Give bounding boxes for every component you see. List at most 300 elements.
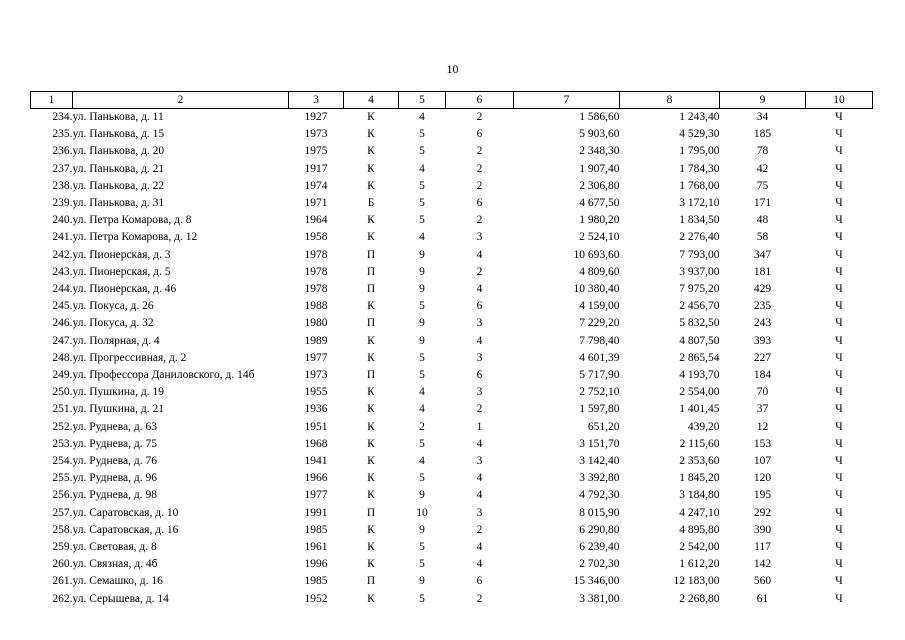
address-cell: ул. Саратовская, д. 16 <box>72 523 179 536</box>
row-number-cell: 243. <box>52 265 73 278</box>
entrances-cell: 2 <box>476 523 483 536</box>
wall-material-cell: К <box>367 420 375 433</box>
entrances-cell: 3 <box>476 455 483 468</box>
table-row <box>31 384 873 401</box>
year-built-cell: 1964 <box>304 214 328 227</box>
table-row <box>31 315 873 332</box>
address-cell: ул. Покуса, д. 32 <box>72 317 154 330</box>
residents-cell: 120 <box>753 472 772 485</box>
residents-cell: 34 <box>756 111 769 123</box>
table-row <box>31 247 873 264</box>
total-area-cell: 5 903,60 <box>579 128 620 141</box>
living-area-cell: 2 268,80 <box>679 592 720 605</box>
ownership-cell: Ч <box>835 351 843 364</box>
wall-material-cell: К <box>367 214 375 227</box>
floors-cell: 5 <box>419 369 425 382</box>
residents-cell: 393 <box>753 334 772 347</box>
year-built-cell: 1977 <box>304 489 328 502</box>
residents-cell: 235 <box>753 300 772 313</box>
floors-cell: 5 <box>419 128 425 141</box>
ownership-cell: Ч <box>835 179 843 192</box>
row-number-cell: 245. <box>52 300 73 313</box>
year-built-cell: 1927 <box>304 111 328 123</box>
residents-cell: 48 <box>756 214 769 227</box>
header-row <box>31 92 873 109</box>
entrances-cell: 4 <box>476 472 483 485</box>
ownership-cell: Ч <box>835 386 843 399</box>
total-area-cell: 15 346,00 <box>573 575 620 588</box>
table-row <box>31 298 873 315</box>
ownership-cell: Ч <box>835 523 843 536</box>
floors-cell: 5 <box>419 592 425 605</box>
living-area-cell: 1 243,40 <box>679 111 720 123</box>
floors-cell: 4 <box>419 231 425 244</box>
address-cell: ул. Пионерская, д. 3 <box>72 248 171 261</box>
wall-material-cell: К <box>367 334 375 347</box>
residents-cell: 390 <box>753 523 772 536</box>
residents-cell: 12 <box>756 420 769 433</box>
wall-material-cell: К <box>367 541 375 554</box>
total-area-cell: 2 306,80 <box>579 179 620 192</box>
address-cell: ул. Саратовская, д. 10 <box>72 506 179 519</box>
ownership-cell: Ч <box>835 489 843 502</box>
year-built-cell: 1978 <box>304 265 328 278</box>
entrances-cell: 1 <box>476 420 483 433</box>
table-row <box>31 281 873 298</box>
residents-cell: 42 <box>756 162 769 175</box>
residents-cell: 117 <box>754 541 771 554</box>
address-cell: ул. Покуса, д. 26 <box>72 300 154 313</box>
table-row <box>31 487 873 504</box>
living-area-cell: 4 807,50 <box>679 334 720 347</box>
entrances-cell: 2 <box>476 592 483 605</box>
ownership-cell: Ч <box>835 162 843 175</box>
table-row <box>31 419 873 436</box>
entrances-cell: 3 <box>476 351 483 364</box>
table-row <box>31 212 873 229</box>
residents-cell: 171 <box>753 197 772 210</box>
row-number-cell: 256. <box>52 489 73 502</box>
entrances-cell: 4 <box>476 558 483 571</box>
wall-material-cell: К <box>367 231 375 244</box>
floors-cell: 5 <box>419 179 425 192</box>
living-area-cell: 1 784,30 <box>679 162 720 175</box>
entrances-cell: 4 <box>476 283 483 296</box>
entrances-cell: 4 <box>476 489 483 502</box>
column-header-8: 8 <box>620 92 720 109</box>
wall-material-cell: К <box>367 386 375 399</box>
ownership-cell: Ч <box>835 128 843 141</box>
address-cell: ул. Паньковa, д. 15 <box>72 128 165 141</box>
total-area-cell: 5 717,90 <box>579 369 620 382</box>
entrances-cell: 4 <box>476 437 483 450</box>
year-built-cell: 1936 <box>304 403 328 416</box>
address-cell: ул. Полярная, д. 4 <box>72 334 160 347</box>
year-built-cell: 1996 <box>304 558 328 571</box>
entrances-cell: 2 <box>476 265 483 278</box>
wall-material-cell: К <box>367 162 375 175</box>
residents-cell: 181 <box>753 265 772 278</box>
year-built-cell: 1989 <box>304 334 328 347</box>
year-built-cell: 1917 <box>304 162 328 175</box>
table-row <box>31 470 873 487</box>
address-cell: ул. Паньковa, д. 31 <box>72 197 165 210</box>
row-number-cell: 249. <box>52 369 73 382</box>
table-row <box>31 453 873 470</box>
entrances-cell: 2 <box>476 145 483 158</box>
ownership-cell: Ч <box>835 231 843 244</box>
ownership-cell: Ч <box>835 300 843 313</box>
ownership-cell: Ч <box>835 541 843 554</box>
total-area-cell: 2 702,30 <box>579 558 620 571</box>
ownership-cell: Ч <box>835 145 843 158</box>
address-cell: ул. Связная, д. 4б <box>72 558 158 571</box>
entrances-cell: 6 <box>476 575 483 588</box>
floors-cell: 5 <box>419 300 425 313</box>
wall-material-cell: П <box>366 369 376 382</box>
housing-table <box>30 91 873 608</box>
floors-cell: 9 <box>419 248 425 261</box>
entrances-cell: 6 <box>476 197 483 210</box>
residents-cell: 58 <box>756 231 769 244</box>
address-cell: ул. Петра Комарова, д. 8 <box>72 214 192 227</box>
residents-cell: 195 <box>753 489 772 502</box>
residents-cell: 153 <box>753 437 772 450</box>
total-area-cell: 6 239,40 <box>579 541 620 554</box>
table-row <box>31 522 873 539</box>
living-area-cell: 2 554,00 <box>679 386 720 399</box>
living-area-cell: 439,20 <box>687 420 720 433</box>
year-built-cell: 1971 <box>304 197 328 210</box>
total-area-cell: 7 229,20 <box>579 317 620 330</box>
table-row <box>31 401 873 418</box>
address-cell: ул. Паньковa, д. 11 <box>72 111 164 123</box>
total-area-cell: 3 142,40 <box>579 455 620 468</box>
row-number-cell: 244. <box>52 283 73 296</box>
row-number-cell: 261. <box>52 575 73 588</box>
total-area-cell: 2 752,10 <box>579 386 620 399</box>
total-area-cell: 3 392,80 <box>579 472 620 485</box>
row-number-cell: 259. <box>52 541 73 554</box>
living-area-cell: 2 865,54 <box>679 351 720 364</box>
entrances-cell: 4 <box>476 248 483 261</box>
ownership-cell: Ч <box>835 214 843 227</box>
wall-material-cell: К <box>367 179 375 192</box>
year-built-cell: 1985 <box>304 575 328 588</box>
table-row <box>31 367 873 384</box>
floors-cell: 5 <box>419 145 425 158</box>
floors-cell: 5 <box>419 558 425 571</box>
entrances-cell: 3 <box>476 506 483 519</box>
floors-cell: 5 <box>419 214 425 227</box>
floors-cell: 10 <box>416 506 428 519</box>
living-area-cell: 2 276,40 <box>679 231 720 244</box>
year-built-cell: 1961 <box>304 541 328 554</box>
row-number-cell: 254. <box>52 455 73 468</box>
column-header-10: 10 <box>806 92 873 109</box>
row-number-cell: 235. <box>52 128 73 141</box>
ownership-cell: Ч <box>835 558 843 571</box>
table-row <box>31 591 873 608</box>
row-number-cell: 247. <box>52 334 73 347</box>
total-area-cell: 4 792,30 <box>579 489 620 502</box>
address-cell: ул. Руднева, д. 76 <box>72 455 157 468</box>
total-area-cell: 3 151,70 <box>579 437 620 450</box>
residents-cell: 243 <box>753 317 772 330</box>
living-area-cell: 2 115,60 <box>679 437 720 450</box>
floors-cell: 9 <box>419 489 425 502</box>
table-row <box>31 436 873 453</box>
wall-material-cell: К <box>367 351 375 364</box>
floors-cell: 9 <box>419 523 425 536</box>
total-area-cell: 4 809,60 <box>579 265 620 278</box>
residents-cell: 347 <box>753 248 772 261</box>
total-area-cell: 10 380,40 <box>573 283 620 296</box>
column-header-1: 1 <box>31 92 73 109</box>
address-cell: ул. Пионерская, д. 46 <box>72 283 177 296</box>
floors-cell: 5 <box>419 197 425 210</box>
row-number-cell: 248. <box>52 351 73 364</box>
address-cell: ул. Руднева, д. 63 <box>72 420 157 433</box>
table-row <box>31 109 873 127</box>
residents-cell: 37 <box>756 403 769 416</box>
living-area-cell: 2 542,00 <box>679 541 720 554</box>
entrances-cell: 3 <box>476 317 483 330</box>
floors-cell: 4 <box>419 455 425 468</box>
entrances-cell: 4 <box>476 334 483 347</box>
year-built-cell: 1941 <box>304 455 328 468</box>
floors-cell: 4 <box>419 403 425 416</box>
living-area-cell: 1 795,00 <box>679 145 720 158</box>
address-cell: ул. Прогрессивная, д. 2 <box>72 351 187 364</box>
table-row <box>31 556 873 573</box>
total-area-cell: 4 601,39 <box>579 351 620 364</box>
address-cell: ул. Руднева, д. 96 <box>72 472 157 485</box>
address-cell: ул. Петра Комарова, д. 12 <box>72 231 198 244</box>
row-number-cell: 255. <box>52 472 73 485</box>
row-number-cell: 236. <box>52 145 73 158</box>
wall-material-cell: Б <box>367 197 375 210</box>
table-row <box>31 573 873 590</box>
wall-material-cell: К <box>367 300 375 313</box>
year-built-cell: 1951 <box>304 420 328 433</box>
floors-cell: 9 <box>419 317 425 330</box>
wall-material-cell: П <box>366 265 376 278</box>
wall-material-cell: К <box>367 437 375 450</box>
wall-material-cell: К <box>367 455 375 468</box>
residents-cell: 142 <box>753 558 772 571</box>
year-built-cell: 1985 <box>304 523 328 536</box>
ownership-cell: Ч <box>835 283 843 296</box>
row-number-cell: 239. <box>52 197 73 210</box>
table-row <box>31 161 873 178</box>
floors-cell: 5 <box>419 541 425 554</box>
year-built-cell: 1966 <box>304 472 328 485</box>
living-area-cell: 3 937,00 <box>679 265 720 278</box>
address-cell: ул. Пушкина, д. 21 <box>72 403 164 416</box>
total-area-cell: 4 677,50 <box>579 197 620 210</box>
entrances-cell: 6 <box>476 300 483 313</box>
floors-cell: 5 <box>419 437 425 450</box>
total-area-cell: 8 015,90 <box>579 506 620 519</box>
entrances-cell: 2 <box>476 179 483 192</box>
ownership-cell: Ч <box>835 369 843 382</box>
floors-cell: 5 <box>419 351 425 364</box>
table-row <box>31 539 873 556</box>
row-number-cell: 240. <box>52 214 73 227</box>
living-area-cell: 1 401,45 <box>679 403 720 416</box>
address-cell: ул. Паньковa, д. 21 <box>72 162 165 175</box>
residents-cell: 78 <box>756 145 769 158</box>
residents-cell: 107 <box>753 455 772 468</box>
table-row <box>31 126 873 143</box>
entrances-cell: 6 <box>476 369 483 382</box>
residents-cell: 560 <box>753 575 772 588</box>
residents-cell: 75 <box>756 179 769 192</box>
table-row <box>31 178 873 195</box>
column-header-2: 2 <box>73 92 289 109</box>
address-cell: ул. Пушкина, д. 19 <box>72 386 164 399</box>
year-built-cell: 1974 <box>304 179 328 192</box>
year-built-cell: 1952 <box>304 592 328 605</box>
address-cell: ул. Пионерская, д. 5 <box>72 265 171 278</box>
address-cell: ул. Паньковa, д. 22 <box>72 179 165 192</box>
wall-material-cell: П <box>366 317 376 330</box>
entrances-cell: 4 <box>476 541 483 554</box>
wall-material-cell: П <box>366 283 376 296</box>
residents-cell: 185 <box>753 128 772 141</box>
entrances-cell: 3 <box>476 231 483 244</box>
ownership-cell: Ч <box>835 455 843 468</box>
ownership-cell: Ч <box>835 248 843 261</box>
entrances-cell: 6 <box>476 128 483 141</box>
table-row <box>31 143 873 160</box>
row-number-cell: 258. <box>52 523 73 536</box>
address-cell: ул. Семашко, д. 16 <box>72 575 163 588</box>
living-area-cell: 4 895,80 <box>679 523 720 536</box>
ownership-cell: Ч <box>835 575 843 588</box>
total-area-cell: 2 348,30 <box>579 145 620 158</box>
ownership-cell: Ч <box>835 437 843 450</box>
wall-material-cell: К <box>367 489 375 502</box>
year-built-cell: 1968 <box>304 437 328 450</box>
year-built-cell: 1958 <box>304 231 328 244</box>
residents-cell: 429 <box>753 283 772 296</box>
row-number-cell: 234. <box>52 111 73 123</box>
living-area-cell: 2 353,60 <box>679 455 720 468</box>
living-area-cell: 5 832,50 <box>679 317 720 330</box>
living-area-cell: 1 834,50 <box>679 214 720 227</box>
total-area-cell: 4 159,00 <box>579 300 620 313</box>
living-area-cell: 7 975,20 <box>679 283 720 296</box>
row-number-cell: 257. <box>52 506 73 519</box>
column-header-7: 7 <box>514 92 620 109</box>
residents-cell: 70 <box>756 386 769 399</box>
table-body <box>31 109 873 608</box>
floors-cell: 4 <box>419 162 425 175</box>
row-number-cell: 250. <box>52 386 73 399</box>
column-header-9: 9 <box>720 92 806 109</box>
wall-material-cell: П <box>366 506 376 519</box>
total-area-cell: 651,20 <box>587 420 620 433</box>
floors-cell: 4 <box>419 111 425 123</box>
living-area-cell: 3 172,10 <box>679 197 720 210</box>
table-row <box>31 350 873 367</box>
entrances-cell: 3 <box>476 386 483 399</box>
wall-material-cell: К <box>367 111 375 123</box>
ownership-cell: Ч <box>835 197 843 210</box>
wall-material-cell: П <box>366 575 376 588</box>
year-built-cell: 1973 <box>304 369 328 382</box>
row-number-cell: 246. <box>52 317 73 330</box>
living-area-cell: 7 793,00 <box>679 248 720 261</box>
ownership-cell: Ч <box>835 506 843 519</box>
wall-material-cell: К <box>367 472 375 485</box>
row-number-cell: 252. <box>52 420 73 433</box>
ownership-cell: Ч <box>835 403 843 416</box>
table-row <box>31 505 873 522</box>
floors-cell: 9 <box>419 334 425 347</box>
living-area-cell: 1 845,20 <box>679 472 720 485</box>
living-area-cell: 4 247,10 <box>679 506 720 519</box>
year-built-cell: 1991 <box>304 506 328 519</box>
floors-cell: 2 <box>419 420 425 433</box>
entrances-cell: 2 <box>476 162 483 175</box>
ownership-cell: Ч <box>835 334 843 347</box>
year-built-cell: 1978 <box>304 283 328 296</box>
address-cell: ул. Руднева, д. 75 <box>72 437 157 450</box>
floors-cell: 9 <box>419 575 425 588</box>
row-number-cell: 237. <box>52 162 73 175</box>
living-area-cell: 1 612,20 <box>679 558 720 571</box>
year-built-cell: 1988 <box>304 300 328 313</box>
living-area-cell: 4 193,70 <box>679 369 720 382</box>
row-number-cell: 241. <box>52 231 73 244</box>
wall-material-cell: К <box>367 558 375 571</box>
floors-cell: 5 <box>419 472 425 485</box>
total-area-cell: 2 524,10 <box>579 231 620 244</box>
address-cell: ул. Руднева, д. 98 <box>72 489 157 502</box>
row-number-cell: 242. <box>52 248 73 261</box>
year-built-cell: 1980 <box>304 317 328 330</box>
column-header-4: 4 <box>344 92 399 109</box>
total-area-cell: 7 798,40 <box>579 334 620 347</box>
entrances-cell: 2 <box>476 111 483 123</box>
residents-cell: 292 <box>753 506 772 519</box>
residents-cell: 227 <box>753 351 772 364</box>
table-row <box>31 229 873 246</box>
living-area-cell: 3 184,80 <box>679 489 720 502</box>
address-cell: ул. Серышева, д. 14 <box>72 592 169 605</box>
table-row <box>31 195 873 212</box>
row-number-cell: 238. <box>52 179 73 192</box>
ownership-cell: Ч <box>835 265 843 278</box>
ownership-cell: Ч <box>835 111 843 123</box>
total-area-cell: 1 597,80 <box>579 403 620 416</box>
row-number-cell: 260. <box>52 558 73 571</box>
total-area-cell: 10 693,60 <box>573 248 620 261</box>
total-area-cell: 3 381,00 <box>579 592 620 605</box>
ownership-cell: Ч <box>835 472 843 485</box>
year-built-cell: 1977 <box>304 351 328 364</box>
page-number: 10 <box>446 62 459 76</box>
floors-cell: 4 <box>419 386 425 399</box>
living-area-cell: 4 529,30 <box>679 128 720 141</box>
living-area-cell: 12 183,00 <box>673 575 720 588</box>
address-cell: ул. Световая, д. 8 <box>72 541 157 554</box>
wall-material-cell: К <box>367 128 375 141</box>
row-number-cell: 253. <box>52 437 73 450</box>
